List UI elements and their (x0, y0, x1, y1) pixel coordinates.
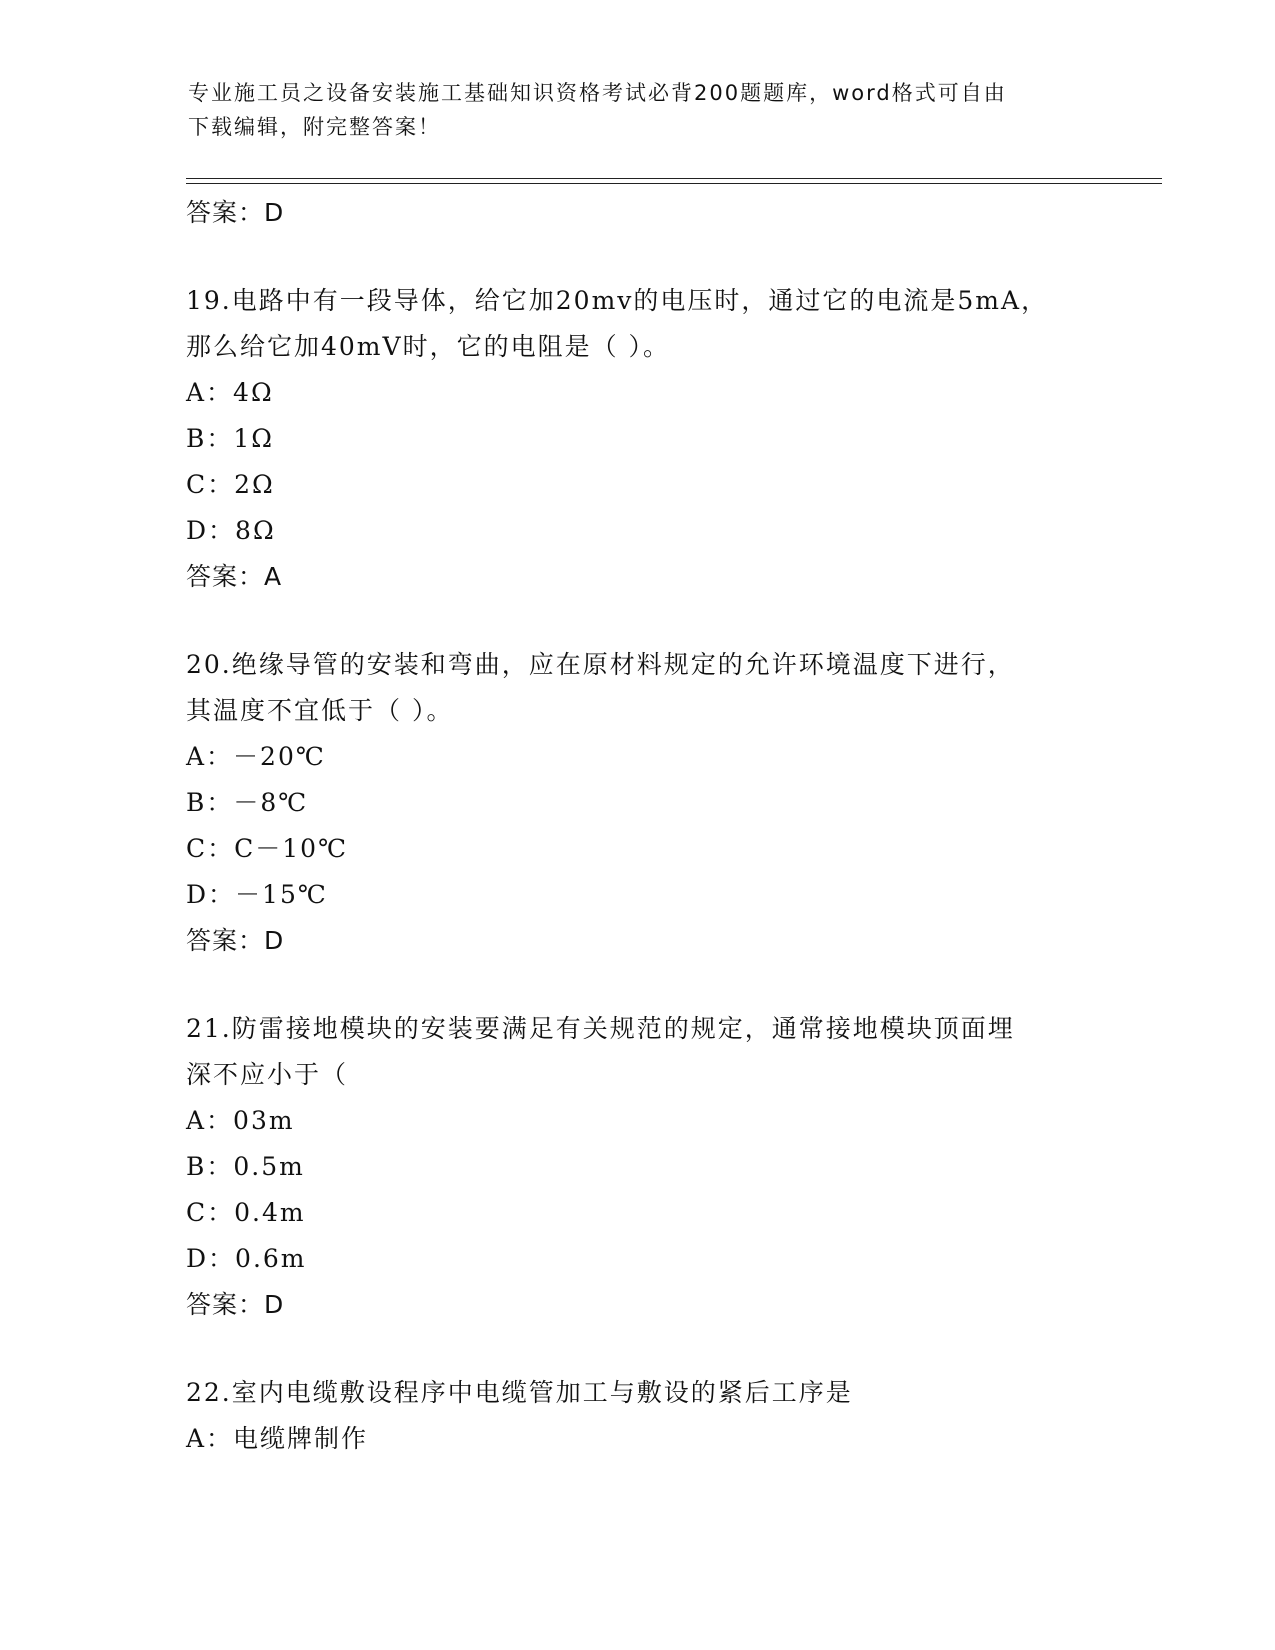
option-c: C：2Ω (186, 470, 275, 499)
option-d: D：－15℃ (186, 880, 328, 909)
option-c: C：C－10℃ (186, 834, 349, 863)
header-line-1: 专业施工员之设备安装施工基础知识资格考试必背200题题库，word格式可自由 (188, 81, 1007, 105)
option-b: B：0.5m (186, 1152, 305, 1181)
question-text: 20.绝缘导管的安装和弯曲，应在原材料规定的允许环境温度下进行， (186, 650, 1015, 679)
option-b: B：1Ω (186, 424, 275, 453)
question-text: 19.电路中有一段导体，给它加20mv的电压时，通过它的电流是5mA， (186, 286, 1049, 315)
question-text: 深不应小于（ (186, 1060, 349, 1089)
question-list (186, 190, 1126, 1462)
document-header (188, 76, 1088, 144)
option-a: A：4Ω (186, 378, 274, 407)
question-22 (186, 1370, 1126, 1462)
header-line-2: 下载编辑，附完整答案！ (188, 115, 441, 139)
option-a: A：电缆牌制作 (186, 1424, 369, 1453)
option-a: A：－20℃ (186, 742, 326, 771)
option-d: D：0.6m (186, 1244, 307, 1273)
answer-line: 答案：A (186, 562, 283, 591)
answer-line: 答案：D (186, 1290, 285, 1319)
header-rule-bottom (186, 183, 1162, 184)
option-a: A：03m (186, 1106, 295, 1135)
answer-line: 答案：D (186, 198, 285, 227)
header-rule-top (186, 178, 1162, 179)
question-text: 21.防雷接地模块的安装要满足有关规范的规定，通常接地模块顶面埋 (186, 1014, 1015, 1043)
option-d: D：8Ω (186, 516, 276, 545)
question-text: 其温度不宜低于（ ）。 (186, 696, 454, 725)
question-text: 那么给它加40mV时，它的电阻是（ ）。 (186, 332, 671, 361)
option-b: B：－8℃ (186, 788, 309, 817)
question-text: 22.室内电缆敷设程序中电缆管加工与敷设的紧后工序是 (186, 1378, 853, 1407)
option-c: C：0.4m (186, 1198, 306, 1227)
question-21 (186, 1006, 1126, 1328)
question-20 (186, 642, 1126, 964)
question-19 (186, 278, 1126, 600)
answer-line: 答案：D (186, 926, 285, 955)
